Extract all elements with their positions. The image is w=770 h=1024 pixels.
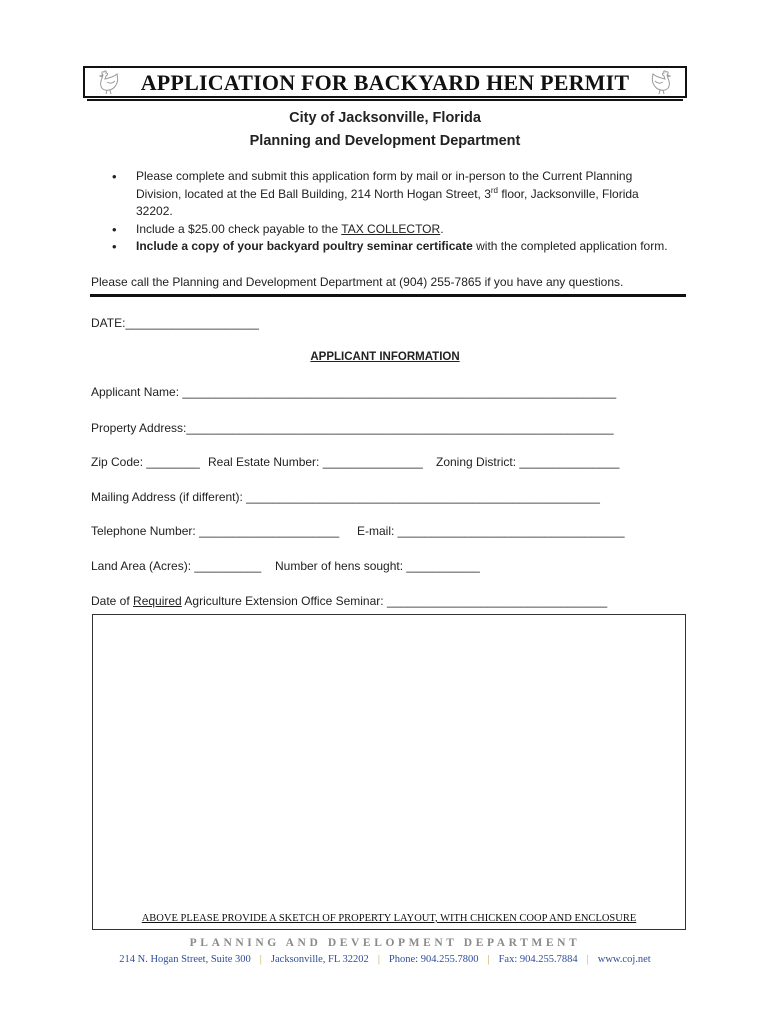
list-item	[108, 221, 678, 239]
footer-phone: Phone: 904.255.7800	[388, 954, 479, 965]
hen-icon	[647, 69, 675, 95]
separator: |	[586, 954, 589, 965]
list-item	[108, 238, 678, 256]
instruction-text: .	[440, 221, 444, 236]
separator: |	[377, 954, 380, 965]
list-item	[108, 168, 678, 221]
separator: |	[487, 954, 490, 965]
separator: |	[259, 954, 262, 965]
seminar-date-field[interactable]	[91, 594, 607, 608]
footer-address: 214 N. Hogan Street, Suite 300	[119, 954, 251, 965]
contact-note: Please call the Planning and Development Department at (904) 255-7865 if you have any questions.	[91, 275, 624, 289]
telephone-field[interactable]: Telephone Number: _____________________	[91, 524, 340, 538]
footer-fax: Fax: 904.255.7884	[498, 954, 578, 965]
instruction-emphasis: Include a copy of your backyard poultry seminar certificate	[136, 239, 473, 253]
land-area-field[interactable]: Land Area (Acres): __________	[91, 559, 262, 573]
real-estate-number-field[interactable]: Real Estate Number: _______________	[208, 455, 423, 469]
required-label: Required	[133, 594, 182, 608]
sketch-caption: ABOVE PLEASE PROVIDE A SKETCH OF PROPERTY LAYOUT, WITH CHICKEN COOP AND ENCLOSURE	[141, 913, 637, 924]
city-heading: City of Jacksonville, Florida	[289, 110, 481, 126]
instruction-text: Include a $25.00 check payable to the	[136, 221, 342, 236]
applicant-name-field[interactable]: Applicant Name: _________________________________________________________________	[91, 385, 617, 399]
instructions-list	[108, 168, 678, 256]
instruction-text: with the completed application form.	[472, 239, 668, 253]
tax-collector-text: TAX COLLECTOR	[341, 221, 441, 236]
section-title: APPLICANT INFORMATION	[310, 351, 460, 363]
footer-website-link[interactable]: www.coj.net	[597, 954, 651, 965]
zoning-district-field[interactable]: Zoning District: _______________	[436, 455, 620, 469]
divider	[90, 294, 686, 297]
mailing-address-field[interactable]: Mailing Address (if different): _____________________________________________________	[91, 490, 600, 504]
email-field[interactable]: E-mail: __________________________________	[357, 524, 625, 538]
footer-contact	[0, 954, 770, 965]
property-address-field[interactable]: Property Address:________________________________________________________________	[91, 421, 614, 435]
department-heading: Planning and Development Department	[249, 133, 521, 149]
hens-sought-field[interactable]: Number of hens sought: ___________	[275, 559, 480, 573]
date-field[interactable]: DATE:____________________	[91, 316, 259, 330]
instruction-text: floor, Jacksonville, Florida 32202.	[136, 186, 639, 218]
zip-code-field[interactable]: Zip Code: ________	[91, 455, 200, 469]
footer-city: Jacksonville, FL 32202	[270, 954, 369, 965]
ordinal-suffix: rd	[490, 185, 498, 195]
seminar-date-label: Date of	[91, 594, 134, 608]
footer-department: PLANNING AND DEVELOPMENT DEPARTMENT	[189, 937, 581, 949]
title-box	[83, 66, 687, 98]
seminar-date-label: Agriculture Extension Office Seminar: _________________________________	[181, 594, 608, 608]
instruction-text: Please complete and submit this application form by mail or in-person to the Current Planning Division, located at the Ed Ball Building, 214 North Hogan Street, 3	[136, 169, 633, 201]
sketch-area[interactable]	[92, 614, 686, 930]
page-title: APPLICATION FOR BACKYARD HEN PERMIT	[140, 70, 630, 95]
